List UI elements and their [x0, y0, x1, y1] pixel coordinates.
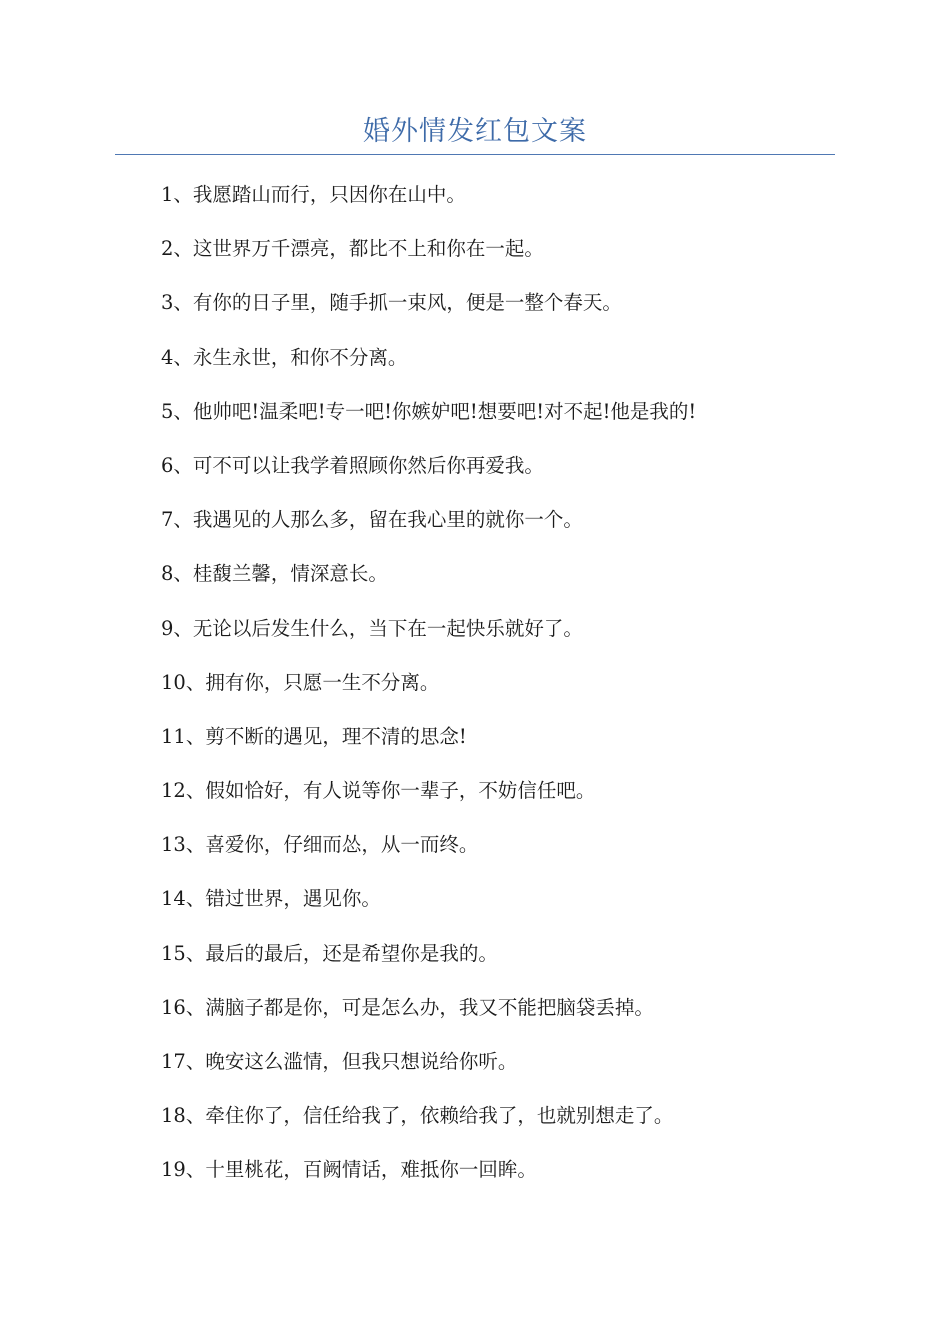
list-item: 3、有你的日子里，随手抓一束风，便是一整个春天。 [161, 291, 622, 315]
list-item: 11、剪不断的遇见，理不清的思念! [161, 724, 467, 748]
list-item: 9、无论以后发生什么，当下在一起快乐就好了。 [161, 616, 583, 640]
list-item: 10、拥有你，只愿一生不分离。 [161, 670, 440, 694]
list-item: 16、满脑子都是你，可是怎么办，我又不能把脑袋丢掉。 [161, 995, 654, 1019]
list-item: 5、他帅吧!温柔吧!专一吧!你嫉妒吧!想要吧!对不起!他是我的! [161, 399, 697, 423]
document-title: 婚外情发红包文案 [363, 116, 587, 147]
list-item: 15、最后的最后，还是希望你是我的。 [161, 941, 498, 965]
quote-list [161, 178, 696, 1208]
list-item: 6、可不可以让我学着照顾你然后你再爱我。 [161, 453, 544, 477]
list-item: 14、错过世界，遇见你。 [161, 887, 381, 911]
title-underline [115, 154, 835, 155]
list-item: 18、牵住你了，信任给我了，依赖给我了，也就别想走了。 [161, 1104, 674, 1128]
list-item: 12、假如恰好，有人说等你一辈子，不妨信任吧。 [161, 779, 596, 803]
list-item: 1、我愿踏山而行，只因你在山中。 [161, 183, 466, 206]
list-item: 17、晚安这么滥情，但我只想说给你听。 [161, 1050, 518, 1073]
list-item: 4、永生永世，和你不分离。 [161, 345, 408, 369]
list-item: 19、十里桃花，百阙情话，难抵你一回眸。 [161, 1158, 537, 1182]
list-item: 13、喜爱你，仔细而怂，从一而终。 [161, 833, 479, 857]
list-item: 2、这世界万千漂亮，都比不上和你在一起。 [161, 237, 544, 261]
list-item: 7、我遇见的人那么多，留在我心里的就你一个。 [161, 508, 583, 532]
list-item: 8、桂馥兰馨，情深意长。 [161, 562, 388, 586]
